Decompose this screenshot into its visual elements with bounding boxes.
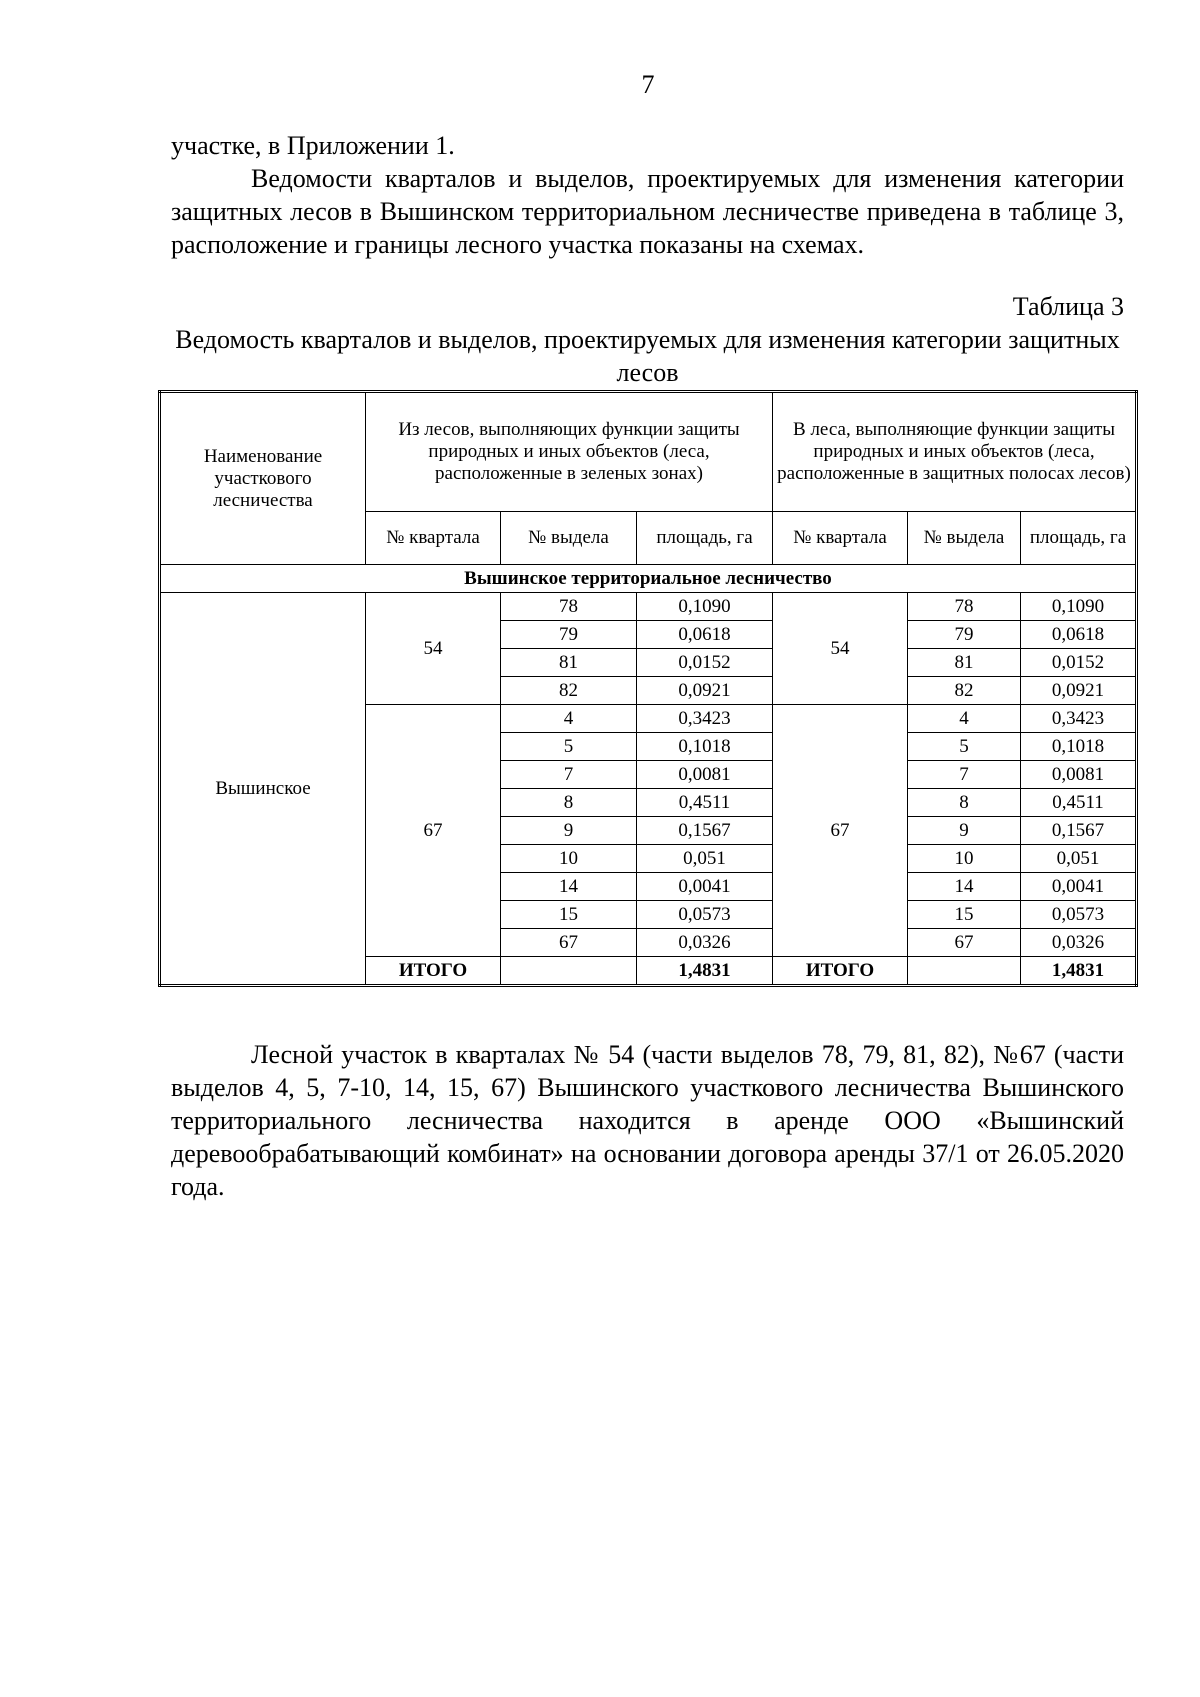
vydel-cell: 9: [908, 817, 1021, 845]
vydel-cell: 81: [908, 649, 1021, 677]
area-cell: 0,0152: [637, 649, 773, 677]
total-value: 1,4831: [637, 957, 773, 986]
kvartal-cell: 67: [773, 705, 908, 957]
vydel-cell: 79: [908, 621, 1021, 649]
area-cell: 0,3423: [1021, 705, 1137, 733]
vydel-cell: 78: [501, 593, 637, 621]
table-number: Таблица 3: [1012, 292, 1124, 321]
header-to: В леса, выполняющие функции защиты природных и иных объектов (леса, расположенные в защитных полосах лесов): [773, 392, 1137, 512]
vydel-cell: 67: [908, 929, 1021, 957]
area-cell: 0,3423: [637, 705, 773, 733]
section-title: Вышинское территориальное лесничество: [160, 565, 1137, 593]
vydel-cell: 7: [908, 761, 1021, 789]
paragraph: Ведомости кварталов и выделов, проектируемых для изменения категории защитных лесов в Вышинском территориальном лесничестве приведена в таблице 3, расположение и границы лесного участка показаны на схемах.: [171, 164, 1124, 259]
vydel-cell: 82: [501, 677, 637, 705]
subheader-cell: № выдела: [908, 512, 1021, 565]
total-label: ИТОГО: [366, 957, 501, 986]
vydel-cell: 5: [501, 733, 637, 761]
vydel-cell: 14: [501, 873, 637, 901]
section-row: [160, 565, 1137, 593]
forest-quarters-table: [158, 390, 1138, 987]
subheader-cell: площадь, га: [637, 512, 773, 565]
area-cell: 0,1090: [1021, 593, 1137, 621]
area-cell: 0,1018: [1021, 733, 1137, 761]
kvartal-cell: 67: [366, 705, 501, 957]
vydel-cell: 10: [501, 845, 637, 873]
area-cell: 0,0326: [637, 929, 773, 957]
vydel-cell: 9: [501, 817, 637, 845]
area-cell: 0,0618: [637, 621, 773, 649]
vydel-cell: 15: [908, 901, 1021, 929]
vydel-cell: 7: [501, 761, 637, 789]
subheader-cell: № выдела: [501, 512, 637, 565]
kvartal-cell: 54: [366, 593, 501, 705]
header-from: Из лесов, выполняющих функции защиты природных и иных объектов (леса, расположенные в зеленых зонах): [366, 392, 773, 512]
table-title: Ведомость кварталов и выделов, проектируемых для изменения категории защитных лесов: [175, 325, 1120, 387]
closing-paragraph: Лесной участок в кварталах № 54 (части выделов 78, 79, 81, 82), №67 (части выделов 4, 5, 7-10, 14, 15, 67) Вышинского участкового лесничества Вышинского территориального лесничества находится в аренде ООО «Вышинский деревообрабатывающий комбинат» на основании договора аренды 37/1 от 26.05.2020 года.: [171, 1040, 1124, 1201]
page-number: 7: [641, 70, 655, 99]
vydel-cell: 4: [908, 705, 1021, 733]
area-cell: 0,0921: [637, 677, 773, 705]
intro-text: [171, 129, 1124, 261]
vydel-cell: 14: [908, 873, 1021, 901]
area-cell: 0,0081: [637, 761, 773, 789]
subheader-cell: № квартала: [366, 512, 501, 565]
area-cell: 0,0081: [1021, 761, 1137, 789]
area-cell: 0,0618: [1021, 621, 1137, 649]
forestry-name-cell: Вышинское: [160, 593, 366, 986]
total-value: 1,4831: [1021, 957, 1137, 986]
empty-cell: [501, 957, 637, 986]
kvartal-cell: 54: [773, 593, 908, 705]
header-forestry: Наименование участкового лесничества: [160, 392, 366, 565]
vydel-cell: 4: [501, 705, 637, 733]
vydel-cell: 78: [908, 593, 1021, 621]
area-cell: 0,0041: [1021, 873, 1137, 901]
vydel-cell: 8: [908, 789, 1021, 817]
area-cell: 0,0041: [637, 873, 773, 901]
paragraph-continuation: участке, в Приложении 1.: [171, 131, 455, 160]
empty-cell: [908, 957, 1021, 986]
area-cell: 0,1090: [637, 593, 773, 621]
area-cell: 0,0573: [637, 901, 773, 929]
area-cell: 0,0152: [1021, 649, 1137, 677]
vydel-cell: 82: [908, 677, 1021, 705]
vydel-cell: 5: [908, 733, 1021, 761]
area-cell: 0,1018: [637, 733, 773, 761]
table-row: [160, 593, 1137, 621]
area-cell: 0,0921: [1021, 677, 1137, 705]
vydel-cell: 81: [501, 649, 637, 677]
subheader-cell: № квартала: [773, 512, 908, 565]
area-cell: 0,4511: [1021, 789, 1137, 817]
subheader-cell: площадь, га: [1021, 512, 1137, 565]
area-cell: 0,1567: [1021, 817, 1137, 845]
area-cell: 0,4511: [637, 789, 773, 817]
vydel-cell: 15: [501, 901, 637, 929]
table-header-row: [160, 392, 1137, 512]
area-cell: 0,0326: [1021, 929, 1137, 957]
area-cell: 0,051: [1021, 845, 1137, 873]
area-cell: 0,0573: [1021, 901, 1137, 929]
vydel-cell: 10: [908, 845, 1021, 873]
area-cell: 0,1567: [637, 817, 773, 845]
vydel-cell: 8: [501, 789, 637, 817]
area-cell: 0,051: [637, 845, 773, 873]
vydel-cell: 79: [501, 621, 637, 649]
total-label: ИТОГО: [773, 957, 908, 986]
vydel-cell: 67: [501, 929, 637, 957]
